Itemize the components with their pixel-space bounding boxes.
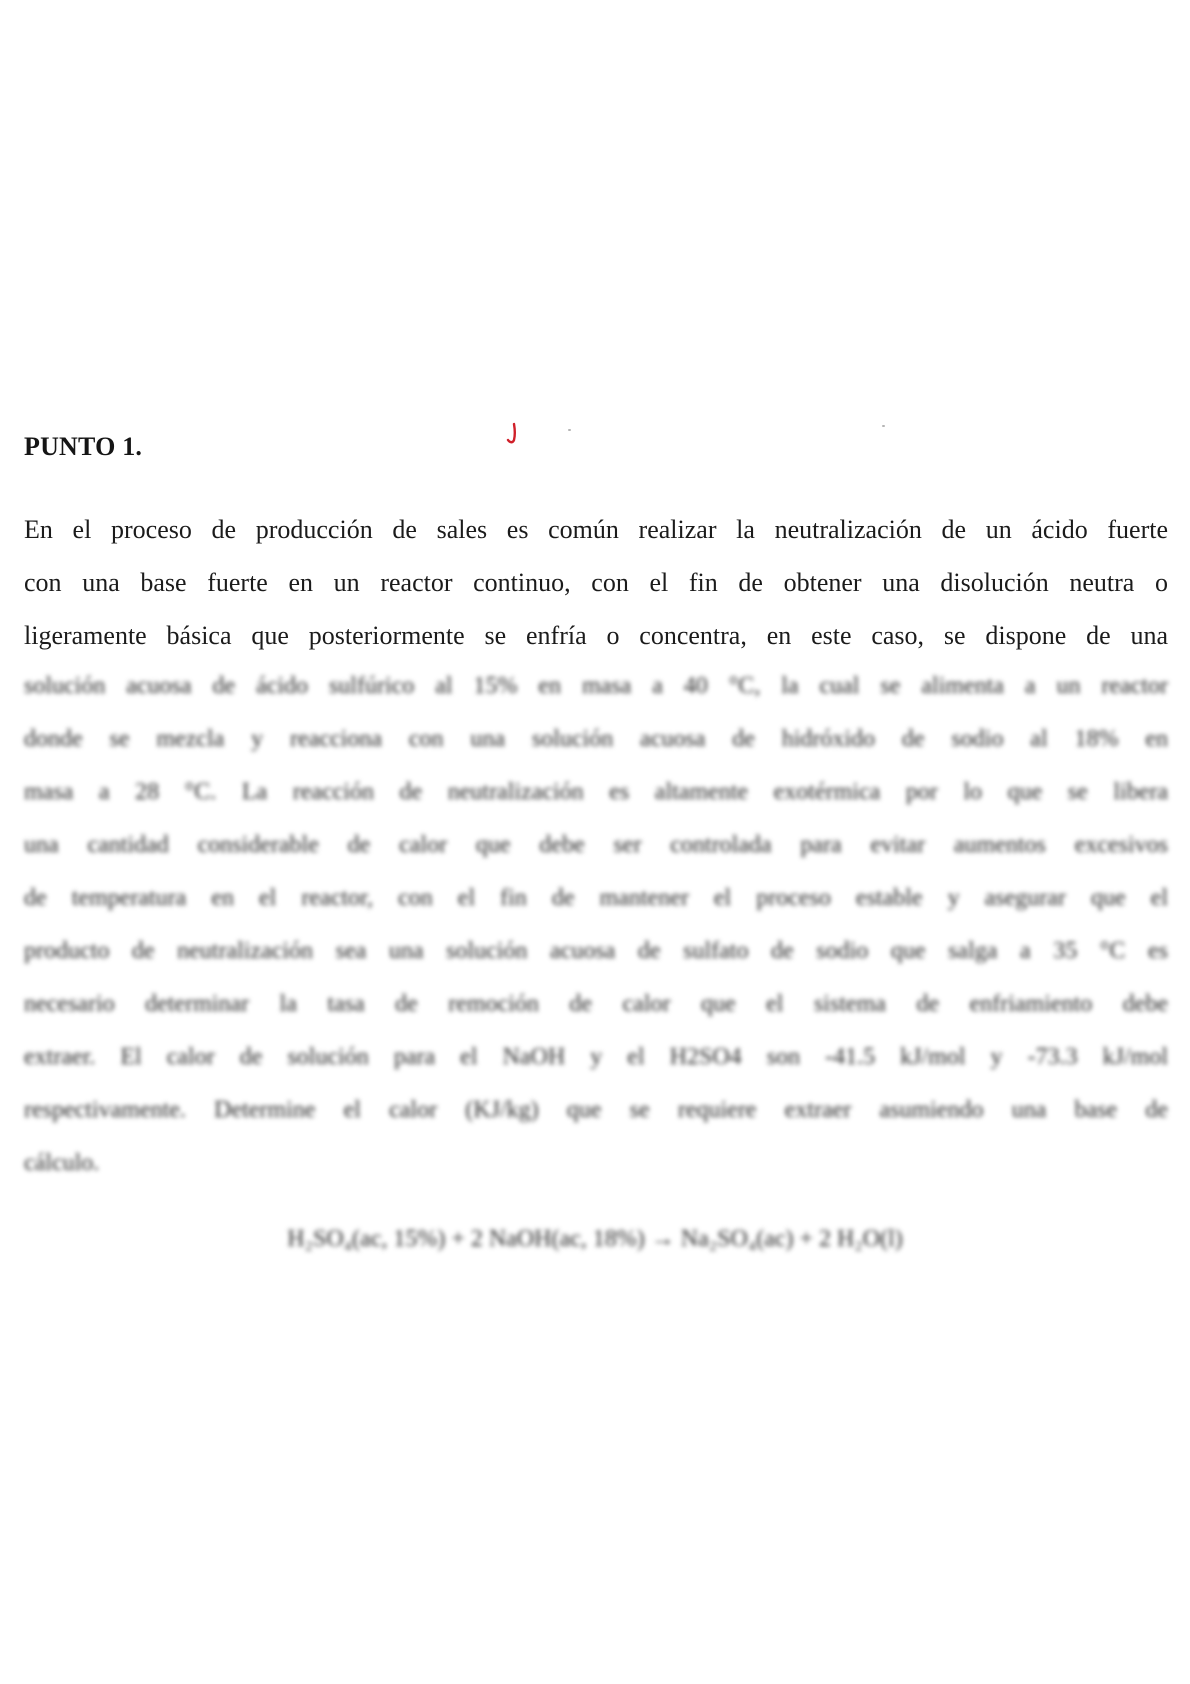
- blurred-paragraph-line: donde se mezcla y reacciona con una solución acuosa de hidróxido de sodio al 18% en: [24, 726, 1168, 752]
- blurred-paragraph-line: extraer. El calor de solución para el NaOH y el H2SO4 son -41.5 kJ/mol y -73.3 kJ/mol: [24, 1044, 1168, 1070]
- paragraph-line: En el proceso de producción de sales es común realizar la neutralización de un ácido fuerte: [24, 515, 1168, 544]
- blurred-paragraph-line: cálculo.: [24, 1150, 100, 1176]
- red-pen-mark: [506, 422, 520, 446]
- blurred-paragraph-line: una cantidad considerable de calor que debe ser controlada para evitar aumentos excesivos: [24, 832, 1168, 858]
- blurred-paragraph-line: masa a 28 °C. La reacción de neutralización es altamente exotérmica por lo que se libera: [24, 779, 1168, 805]
- blurred-paragraph-line: necesario determinar la tasa de remoción de calor que el sistema de enfriamiento debe: [24, 991, 1168, 1017]
- scan-speck: [568, 429, 571, 431]
- blurred-paragraph-line: producto de neutralización sea una solución acuosa de sulfato de sodio que salga a 35 °C es: [24, 938, 1168, 964]
- reaction-equation: H₂SO₄(ac, 15%) + 2 NaOH(ac, 18%) → Na₂SO₄(ac) + 2 H₂O(l): [287, 1226, 903, 1252]
- paragraph-line: con una base fuerte en un reactor continuo, con el fin de obtener una disolución neutra o: [24, 568, 1168, 597]
- paragraph-line: ligeramente básica que posteriormente se enfría o concentra, en este caso, se dispone de una: [24, 621, 1168, 650]
- blurred-paragraph-line: respectivamente. Determine el calor (KJ/kg) que se requiere extraer asumiendo una base de: [24, 1097, 1168, 1123]
- blurred-paragraph-line: solución acuosa de ácido sulfúrico al 15% en masa a 40 °C, la cual se alimenta a un reactor: [24, 673, 1168, 699]
- blurred-paragraph-line: de temperatura en el reactor, con el fin de mantener el proceso estable y asegurar que el: [24, 885, 1168, 911]
- section-heading: PUNTO 1.: [24, 432, 143, 461]
- scan-speck: [882, 425, 885, 427]
